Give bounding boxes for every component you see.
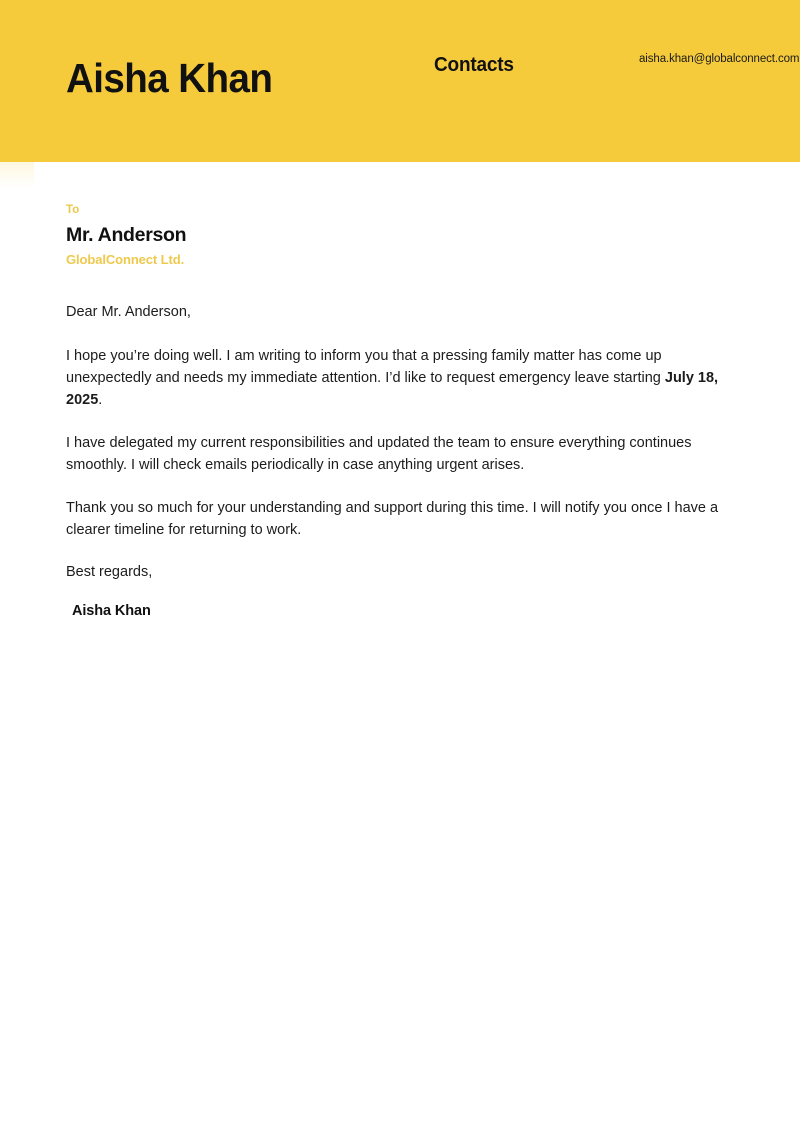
paragraph-leave-request (66, 345, 734, 411)
to-label: To (66, 204, 80, 216)
recipient-name: Mr. Anderson (66, 224, 187, 246)
paragraph-handover: I have delegated my current responsibilities and updated the team to ensure everything continues smoothly. I will check emails periodically in case anything urgent arises. (66, 434, 692, 473)
closing-line: Best regards, (66, 563, 153, 580)
sender-name: Aisha Khan (66, 55, 273, 101)
leave-start-date: July 18, 2025 (66, 369, 719, 408)
contacts-heading: Contacts (434, 54, 514, 76)
recipient-block (66, 162, 734, 267)
letter-text (66, 302, 734, 619)
salutation: Dear Mr. Anderson, (66, 303, 191, 320)
letterhead-header (0, 0, 800, 162)
paragraph-thanks: Thank you so much for your understanding and support during this time. I will notify you once I have a clearer timeline for returning to work. (66, 499, 719, 538)
recipient-company: GlobalConnect Ltd. (66, 251, 185, 267)
paragraph-leave-request-tail: . (98, 391, 103, 408)
letter-body (0, 162, 800, 619)
paragraph-leave-request-lead: I hope you’re doing well. I am writing to inform you that a pressing family matter has come up unexpectedly and needs my immediate attention. I’d like to request emergency leave starting (66, 347, 665, 386)
signature-name: Aisha Khan (72, 602, 151, 619)
sender-email: aisha.khan@globalconnect.com (639, 53, 800, 65)
